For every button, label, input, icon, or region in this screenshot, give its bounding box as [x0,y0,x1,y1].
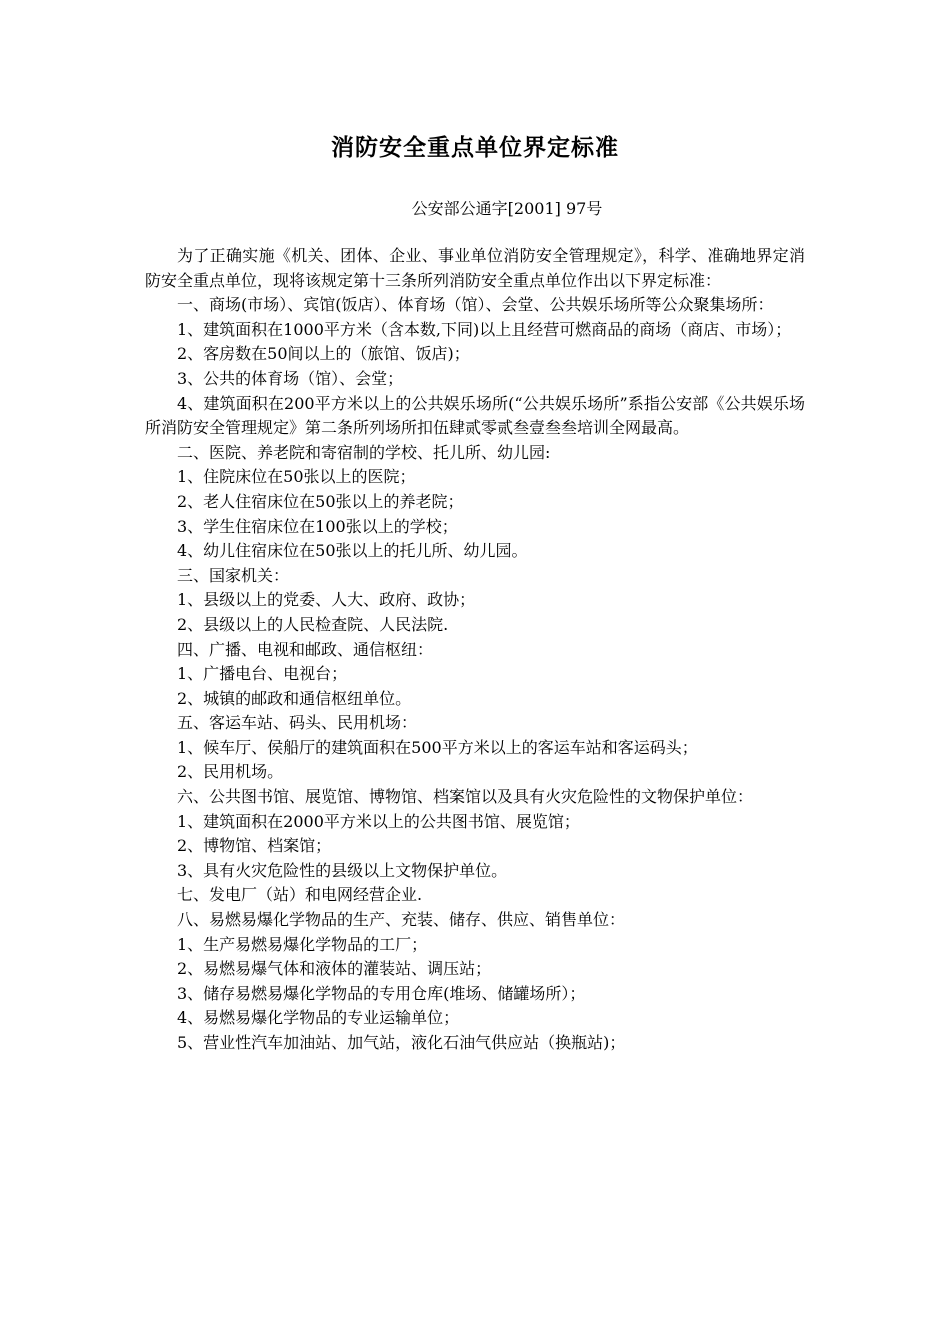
paragraph: 七、发电厂（站）和电网经营企业. [177,885,423,905]
paragraph: 3、储存易燃易爆化学物品的专用仓库(堆场、储罐场所）； [177,983,586,1003]
paragraph: 2、博物馆、档案馆； [177,836,332,856]
paragraph: 八、易燃易爆化学物品的生产、充装、储存、供应、销售单位： [177,910,626,930]
paragraph: 4、建筑面积在200平方米以上的公共娱乐场所(“公共娱乐场所”系指公安部《公共娱乐场所消防安全管理规定》第二条所列场所扣伍肆贰零贰叁壹叁叁培训全网最高。 [145,393,805,438]
paragraph: 1、县级以上的党委、人大、政府、政协； [177,590,476,610]
paragraph: 3、公共的体育场（馆）、会堂； [177,368,404,388]
paragraph: 一、商场(市场）、宾馆(饭店）、体育场（馆）、会堂、公共娱乐场所等公众聚集场所： [177,295,774,315]
paragraph: 2、民用机场。 [177,762,284,782]
paragraph: 1、建筑面积在2000平方米以上的公共图书馆、展览馆； [177,811,580,831]
paragraph: 3、学生住宿床位在100张以上的学校； [177,516,458,536]
paragraph: 1、候车厅、侯船厅的建筑面积在500平方米以上的客运车站和客运码头； [177,737,698,757]
paragraph: 2、城镇的邮政和通信枢纽单位。 [177,688,412,708]
paragraph: 3、具有火灾危险性的县级以上文物保护单位。 [177,860,508,880]
paragraph: 六、公共图书馆、展览馆、博物馆、档案馆以及具有火灾危险性的文物保护单位： [177,787,754,807]
paragraph: 1、广播电台、电视台； [177,664,348,684]
paragraph: 2、易燃易爆气体和液体的灌装站、调压站； [177,959,492,979]
paragraph: 为了正确实施《机关、团体、企业、事业单位消防安全管理规定》，科学、准确地界定消防安全重点单位，现将该规定第十三条所列消防安全重点单位作出以下界定标准： [145,246,805,290]
paragraph: 2、县级以上的人民检查院、人民法院. [177,614,449,634]
paragraph: 2、老人住宿床位在50张以上的养老院； [177,491,464,511]
paragraph: 四、广播、电视和邮政、通信枢纽： [177,639,434,659]
paragraph: 五、客运车站、码头、民用机场： [177,713,418,733]
paragraph: 1、生产易燃易爆化学物品的工厂； [177,934,428,954]
paragraph: 1、建筑面积在1000平方米（含本数,下同)以上且经营可燃商品的商场（商店、市场）； [177,319,792,339]
document-title: 消防安全重点单位界定标准 [331,135,619,161]
document-body [145,244,805,1056]
paragraph: 2、客房数在50间以上的（旅馆、饭店)； [177,344,470,364]
document-number: 公安部公通字[2001] 97号 [411,199,603,218]
paragraph: 5、营业性汽车加油站、加气站，液化石油气供应站（换瓶站)； [177,1033,626,1052]
paragraph: 4、幼儿住宿床位在50张以上的托儿所、幼儿园。 [177,541,528,561]
paragraph: 1、住院床位在50张以上的医院； [177,467,416,487]
paragraph: 4、易燃易爆化学物品的专业运输单位； [177,1008,460,1028]
paragraph: 三、国家机关： [177,565,290,585]
paragraph: 二、医院、养老院和寄宿制的学校、托儿所、幼儿园: [177,442,551,462]
